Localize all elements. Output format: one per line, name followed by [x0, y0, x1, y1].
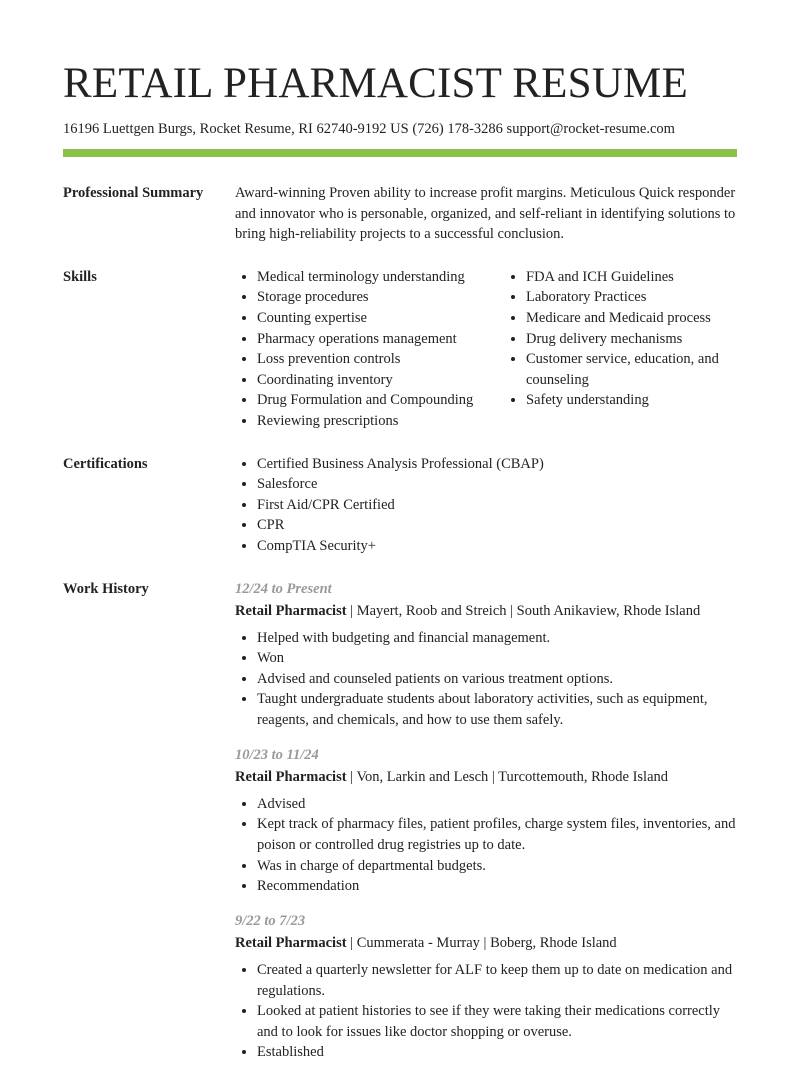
- section-label: Professional Summary: [63, 185, 204, 201]
- job-company: Mayert, Roob and Streich: [356, 603, 507, 620]
- skill-item: • Counting expertise: [257, 308, 504, 329]
- job-bullet: • Recommendation: [257, 876, 737, 897]
- job-bullets: [235, 960, 737, 1063]
- skill-item: • Coordinating inventory: [257, 370, 504, 391]
- job-header: [235, 601, 737, 622]
- job-bullet: • Established: [257, 1042, 737, 1063]
- skill-item: • Reviewing prescriptions: [257, 411, 504, 432]
- certification-item: • First Aid/CPR Certified: [257, 495, 737, 516]
- job-entry: [235, 579, 737, 731]
- separator: |: [506, 603, 517, 620]
- skill-item: • Medicare and Medicaid process: [526, 308, 773, 329]
- job-date: 10/23 to 11/24: [235, 746, 319, 763]
- section-certifications: [63, 454, 737, 557]
- job-entry: [235, 745, 737, 897]
- job-bullets: [235, 628, 737, 731]
- job-bullets: [235, 794, 737, 897]
- job-company: Cummerata - Murray: [356, 935, 480, 952]
- separator: |: [479, 935, 491, 952]
- skills-list-column-1: [235, 267, 504, 432]
- section-skills: [63, 267, 737, 432]
- job-bullet: • Advised and counseled patients on various treatment options.: [257, 669, 737, 690]
- section-label: Certifications: [63, 455, 148, 472]
- skill-item: • Storage procedures: [257, 287, 504, 308]
- skills-list-column-2: [504, 267, 773, 432]
- skill-item: • Medical terminology understanding: [257, 267, 504, 288]
- contact-info: 16196 Luettgen Burgs, Rocket Resume, RI 62740-9192 US (726) 178-3286 support@rocket-resume.com: [63, 121, 675, 137]
- skill-item: • Drug delivery mechanisms: [526, 329, 773, 350]
- skill-item: • Safety understanding: [526, 390, 773, 411]
- skill-item: • FDA and ICH Guidelines: [526, 267, 773, 288]
- skill-item: • Loss prevention controls: [257, 349, 504, 370]
- certification-item: • Salesforce: [257, 474, 737, 495]
- job-title: Retail Pharmacist: [235, 603, 347, 620]
- skill-item: • Customer service, education, and counseling: [526, 349, 773, 390]
- resume-title: RETAIL PHARMACIST RESUME: [63, 60, 688, 107]
- job-location: Turcottemouth, Rhode Island: [498, 769, 669, 786]
- summary-text: Award-winning Proven ability to increase profit margins. Meticulous Quick responder and innovator who is personable, organized, and self-reliant in identifying solutions to bring high-reliability projects to a successful conclusion.: [235, 185, 736, 243]
- job-location: South Anikaview, Rhode Island: [516, 603, 701, 620]
- separator: |: [346, 769, 357, 786]
- separator: |: [346, 603, 357, 620]
- separator: |: [346, 935, 357, 952]
- job-header: [235, 767, 737, 788]
- certification-item: • Certified Business Analysis Professional (CBAP): [257, 454, 737, 475]
- section-label: Skills: [63, 268, 97, 285]
- certification-item: • CPR: [257, 515, 737, 536]
- section-professional-summary: [63, 183, 737, 245]
- certification-item: • CompTIA Security+: [257, 536, 737, 557]
- certifications-list: [235, 454, 737, 557]
- job-bullet: • Advised: [257, 794, 737, 815]
- job-bullet: • Created a quarterly newsletter for ALF to keep them up to date on medication and regulations.: [257, 960, 737, 1001]
- job-bullet: • Helped with budgeting and financial management.: [257, 628, 737, 649]
- section-label: Work History: [63, 580, 149, 597]
- job-bullet: • Kept track of pharmacy files, patient profiles, charge system files, inventories, and poison or controlled drug registries up to date.: [257, 814, 737, 855]
- accent-divider: [63, 149, 737, 157]
- job-title: Retail Pharmacist: [235, 769, 347, 786]
- job-header: [235, 933, 737, 954]
- job-date: 9/22 to 7/23: [235, 912, 306, 929]
- section-work-history: [63, 579, 737, 1077]
- job-bullet: • Won: [257, 648, 737, 669]
- jobs-list: [235, 579, 737, 1077]
- skill-item: • Laboratory Practices: [526, 287, 773, 308]
- job-bullet: • Taught undergraduate students about laboratory activities, such as equipment, reagents, and chemicals, and how to use them safely.: [257, 689, 737, 730]
- job-location: Boberg, Rhode Island: [490, 935, 617, 952]
- job-entry: [235, 911, 737, 1063]
- job-bullet: • Was in charge of departmental budgets.: [257, 856, 737, 877]
- job-date: 12/24 to Present: [235, 580, 332, 597]
- separator: |: [488, 769, 499, 786]
- job-title: Retail Pharmacist: [235, 935, 347, 952]
- skill-item: • Drug Formulation and Compounding: [257, 390, 504, 411]
- job-bullet: • Looked at patient histories to see if they were taking their medications correctly and to look for issues like doctor shopping or overuse.: [257, 1001, 737, 1042]
- job-company: Von, Larkin and Lesch: [356, 769, 489, 786]
- skill-item: • Pharmacy operations management: [257, 329, 504, 350]
